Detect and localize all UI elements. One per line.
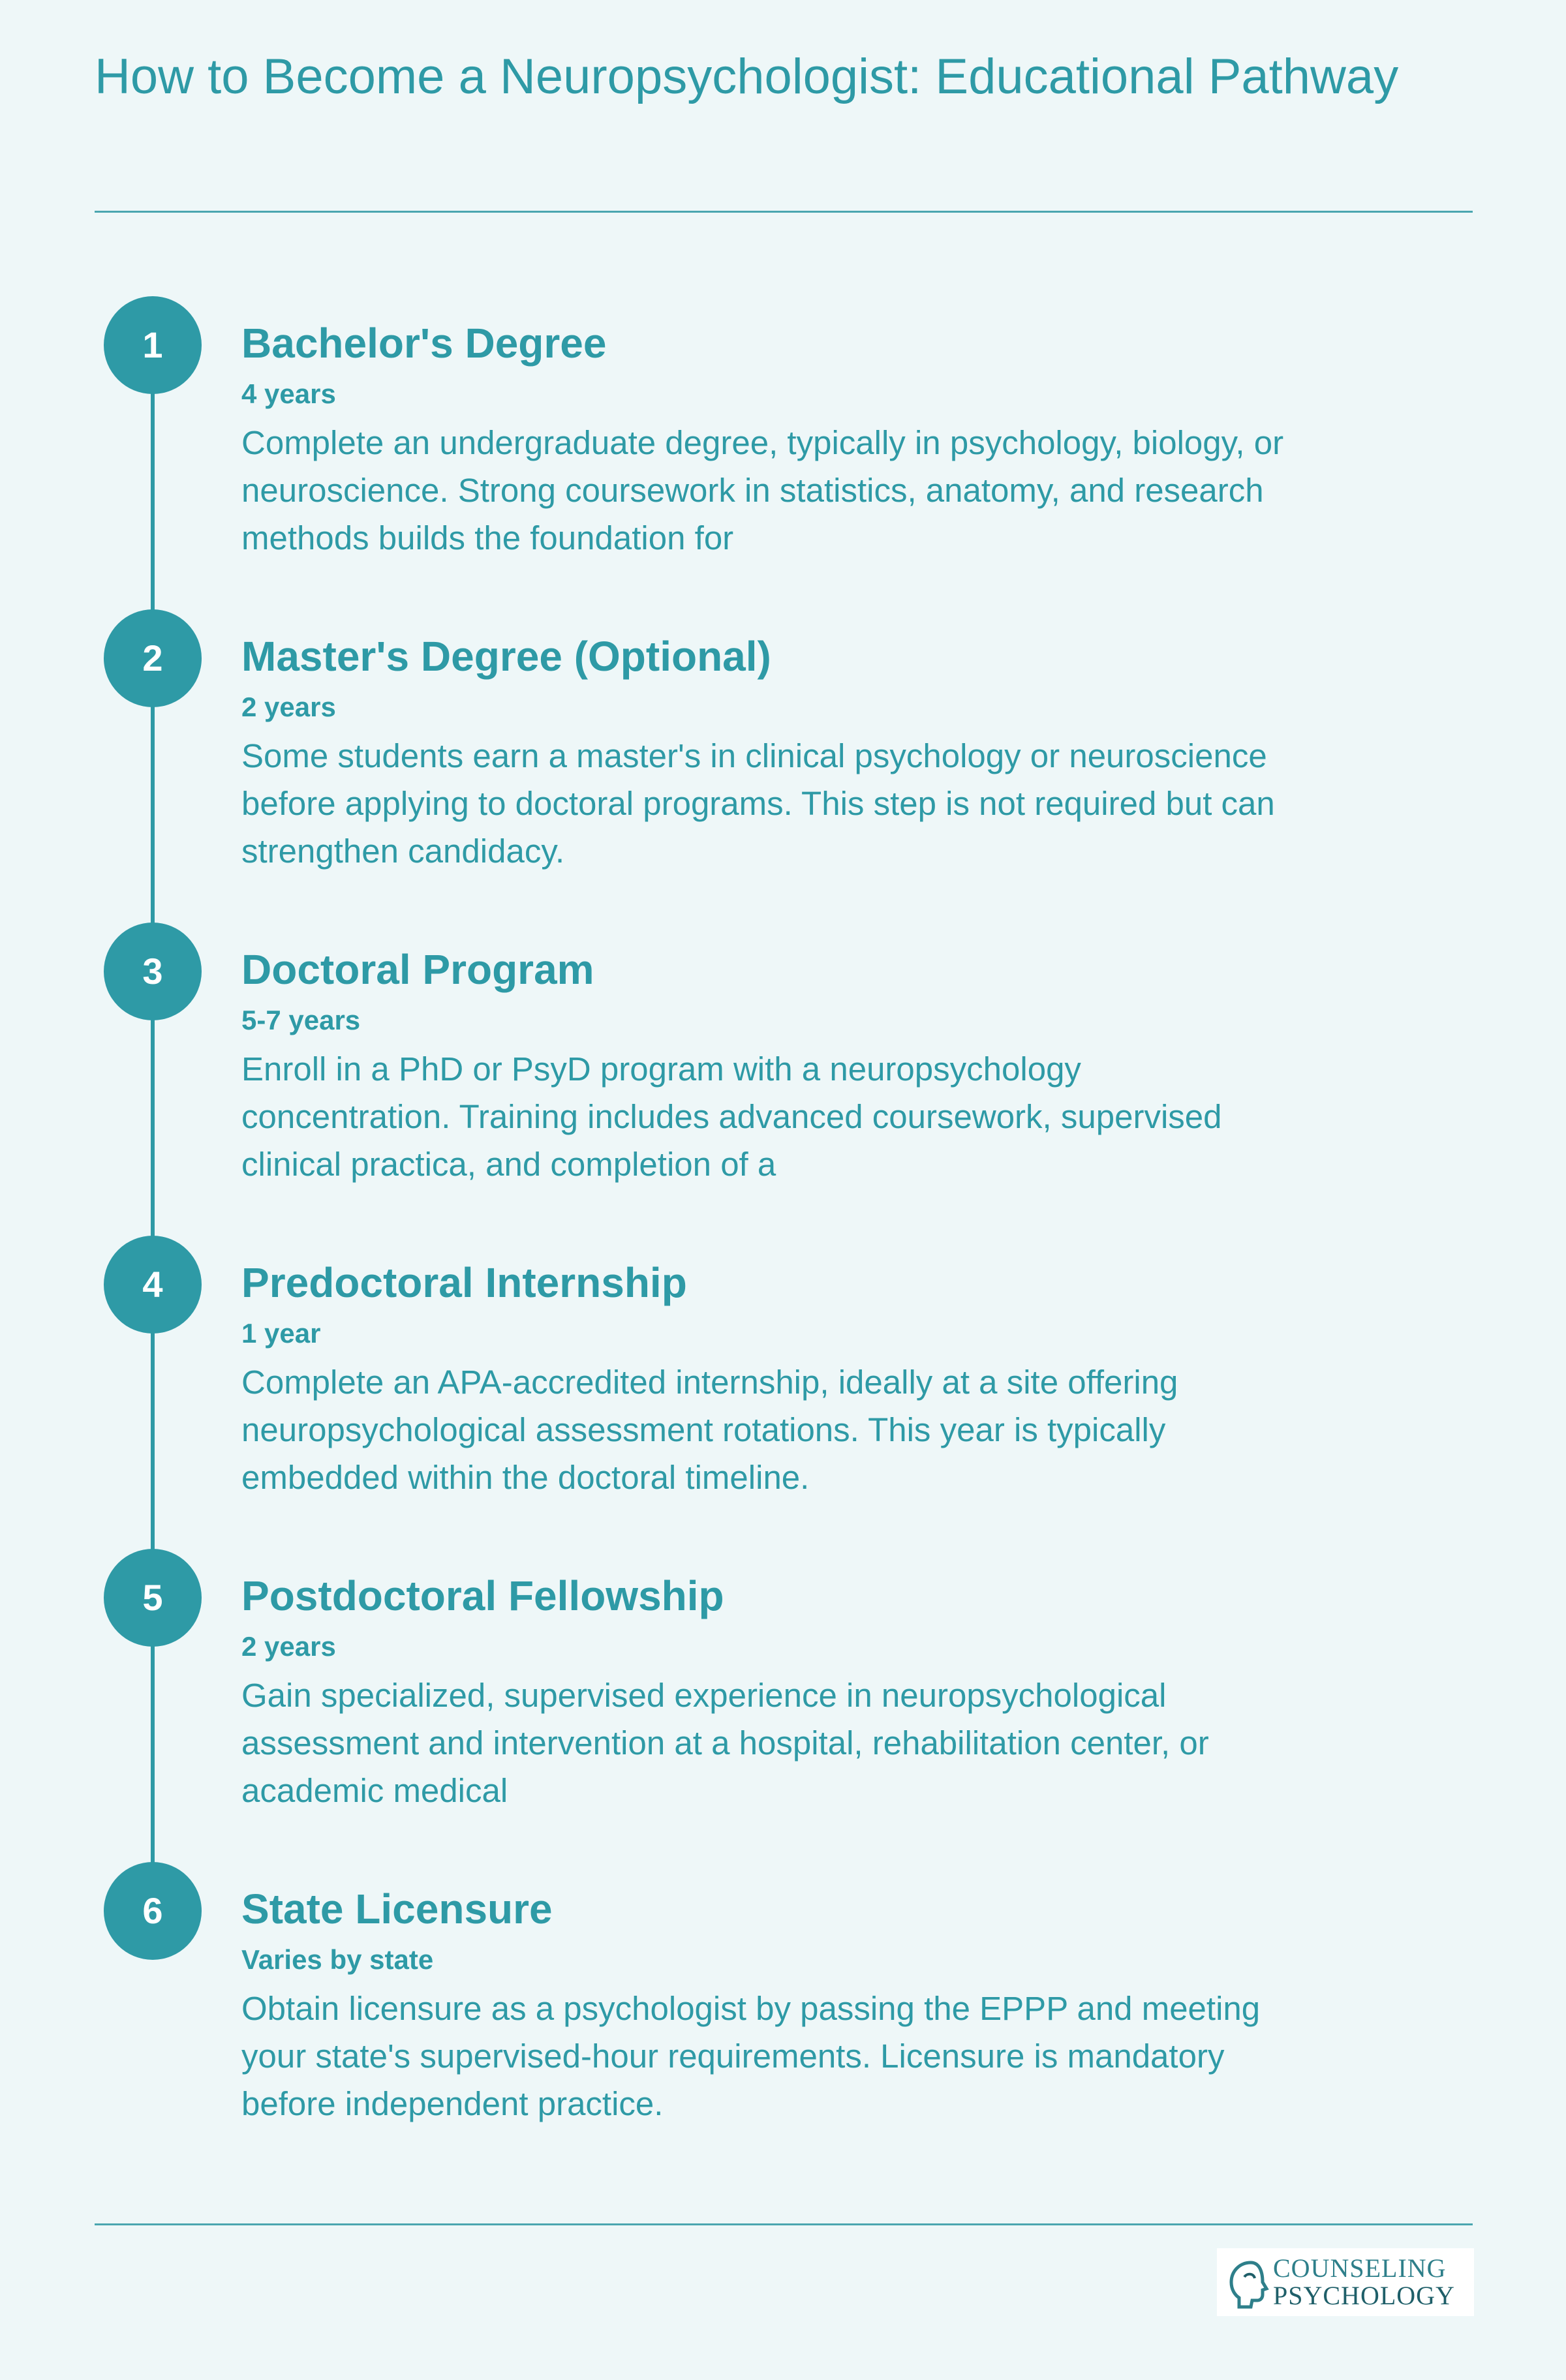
step-description: Obtain licensure as a psychologist by passing the EPPP and meeting your state's supervised-hour requirements. Licensure is mandatory before independent practice. — [241, 1990, 1261, 2122]
header-divider — [95, 211, 1473, 213]
page-title: How to Become a Neuropsychologist: Educational Pathway — [95, 49, 1399, 104]
step-description: Complete an APA-accredited internship, ideally at a site offering neuropsychological assessment rotations. This year is typically embedded within the doctoral timeline. — [241, 1364, 1178, 1496]
logo-text-line2: PSYCHOLOGY — [1273, 2281, 1455, 2310]
step-duration: 2 years — [241, 1631, 336, 1662]
step-number-badge: 5 — [104, 1549, 202, 1647]
head-profile-icon — [1225, 2257, 1277, 2310]
step-description: Enroll in a PhD or PsyD program with a neuropsychology concentration. Training includes advanced coursework, supervised clinical practica, and completion of a — [241, 1050, 1222, 1183]
step-title: Predoctoral Internship — [241, 1259, 687, 1306]
step-description: Gain specialized, supervised experience in neuropsychological assessment and intervention at a hospital, rehabilitation center, or academic medical — [241, 1677, 1209, 1809]
counseling-psychology-logo — [1217, 2248, 1474, 2316]
step-title: Bachelor's Degree — [241, 320, 607, 367]
step-title: Master's Degree (Optional) — [241, 633, 771, 680]
step-number-badge: 2 — [104, 609, 202, 707]
step-title: State Licensure — [241, 1885, 553, 1932]
step-description: Complete an undergraduate degree, typically in psychology, biology, or neuroscience. Strong coursework in statistics, anatomy, and research methods builds the foundation for — [241, 424, 1284, 557]
logo-text-line1: COUNSELING — [1273, 2253, 1447, 2283]
step-description: Some students earn a master's in clinical psychology or neuroscience before applying to doctoral programs. This step is not required but can strengthen candidacy. — [241, 737, 1275, 870]
step-duration: Varies by state — [241, 1944, 434, 1975]
step-title: Doctoral Program — [241, 946, 594, 993]
step-number-badge: 1 — [104, 296, 202, 394]
step-title: Postdoctoral Fellowship — [241, 1572, 724, 1619]
step-duration: 2 years — [241, 692, 336, 722]
step-duration: 4 years — [241, 378, 336, 409]
step-number-badge: 4 — [104, 1236, 202, 1334]
step-number-badge: 6 — [104, 1862, 202, 1960]
footer-divider — [95, 2223, 1473, 2225]
timeline-connector — [151, 346, 155, 1912]
step-duration: 5-7 years — [241, 1005, 361, 1035]
step-duration: 1 year — [241, 1318, 321, 1349]
step-number-badge: 3 — [104, 923, 202, 1020]
